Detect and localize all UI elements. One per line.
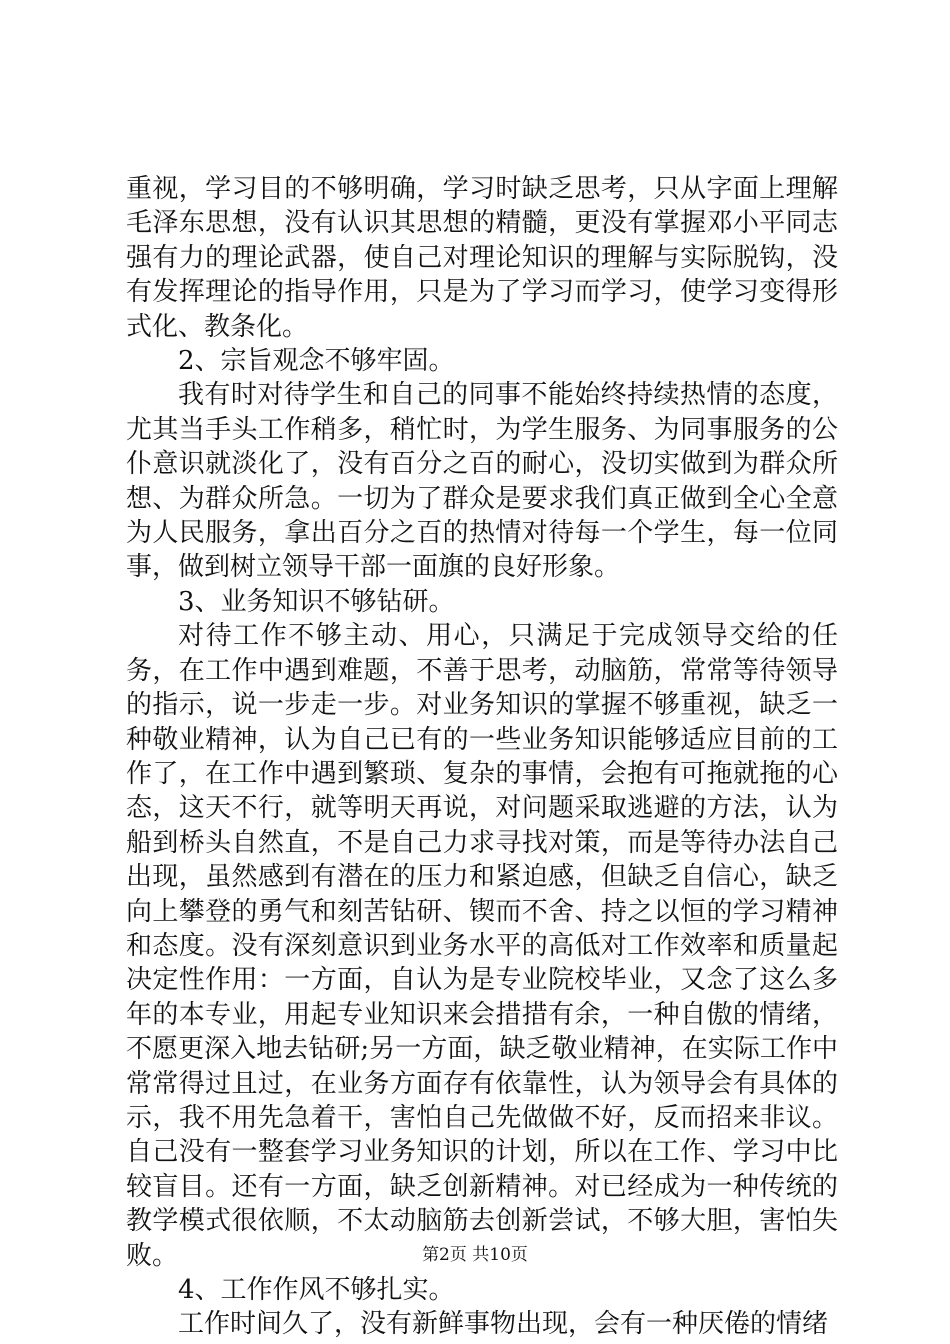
- paragraph-continued: 重视，学习目的不够明确，学习时缺乏思考，只从字面上理解毛泽东思想，没有认识其思想的精髓，更没有掌握邓小平同志强有力的理论武器，使自己对理论知识的理解与实际脱钩，没有发挥理论的指导作用，只是为了学习而学习，使学习变得形式化、教条化。: [126, 174, 838, 342]
- paragraph-service: 我有时对待学生和自己的同事不能始终持续热情的态度，尤其当手头工作稍多，稍忙时，为学生服务、为同事服务的公仆意识就淡化了，没有百分之百的耐心，没切实做到为群众所想、为群众所急。一切为了群众是要求我们真正做到全心全意为人民服务，拿出百分之百的热情对待每一个学生，每一位同事，做到树立领导干部一面旗的良好形象。: [126, 380, 838, 583]
- section-heading-4: 4、工作作风不够扎实。: [178, 1275, 455, 1305]
- paragraph-business: 对待工作不够主动、用心，只满足于完成领导交给的任务，在工作中遇到难题，不善于思考，动脑筋，常常等待领导的指示，说一步走一步。对业务知识的掌握不够重视，缺乏一种敬业精神，认为自己已有的一些业务知识能够适应目前的工作了，在工作中遇到繁琐、复杂的事情，会抱有可拖就拖的心态，这天不行，就等明天再说，对问题采取逃避的方法，认为船到桥头自然直，不是自己力求寻找对策，而是等待办法自己出现，虽然感到有潜在的压力和紧迫感，但缺乏自信心，缺乏向上攀登的勇气和刻苦钻研、锲而不舍、持之以恒的学习精神和态度。没有深刻意识到业务水平的高低对工作效率和质量起决定性作用：一方面，自认为是专业院校毕业，又念了这么多年的本专业，用起专业知识来会措措有余，一种自傲的情绪，不愿更深入地去钻研;另一方面，缺乏敬业精神，在实际工作中常常得过且过，在业务方面存有依靠性，认为领导会有具体的示，我不用先急着干，害怕自己先做做不好，反而招来非议。自己没有一整套学习业务知识的计划，所以在工作、学习中比较盲目。还有一方面，缺乏创新精神。对已经成为一种传统的教学模式很依顺，不太动脑筋去创新尝试，不够大胆，害怕失败。: [126, 621, 838, 1271]
- page-number-footer: 第2页 共10页: [422, 1245, 528, 1265]
- section-heading-2: 2、宗旨观念不够牢固。: [178, 346, 455, 377]
- document-body: [126, 172, 838, 1342]
- paragraph-work-style: 工作时间久了，没有新鲜事物出现，会有一种厌倦的情绪: [178, 1309, 829, 1340]
- section-heading-3: 3、业务知识不够钻研。: [178, 586, 455, 617]
